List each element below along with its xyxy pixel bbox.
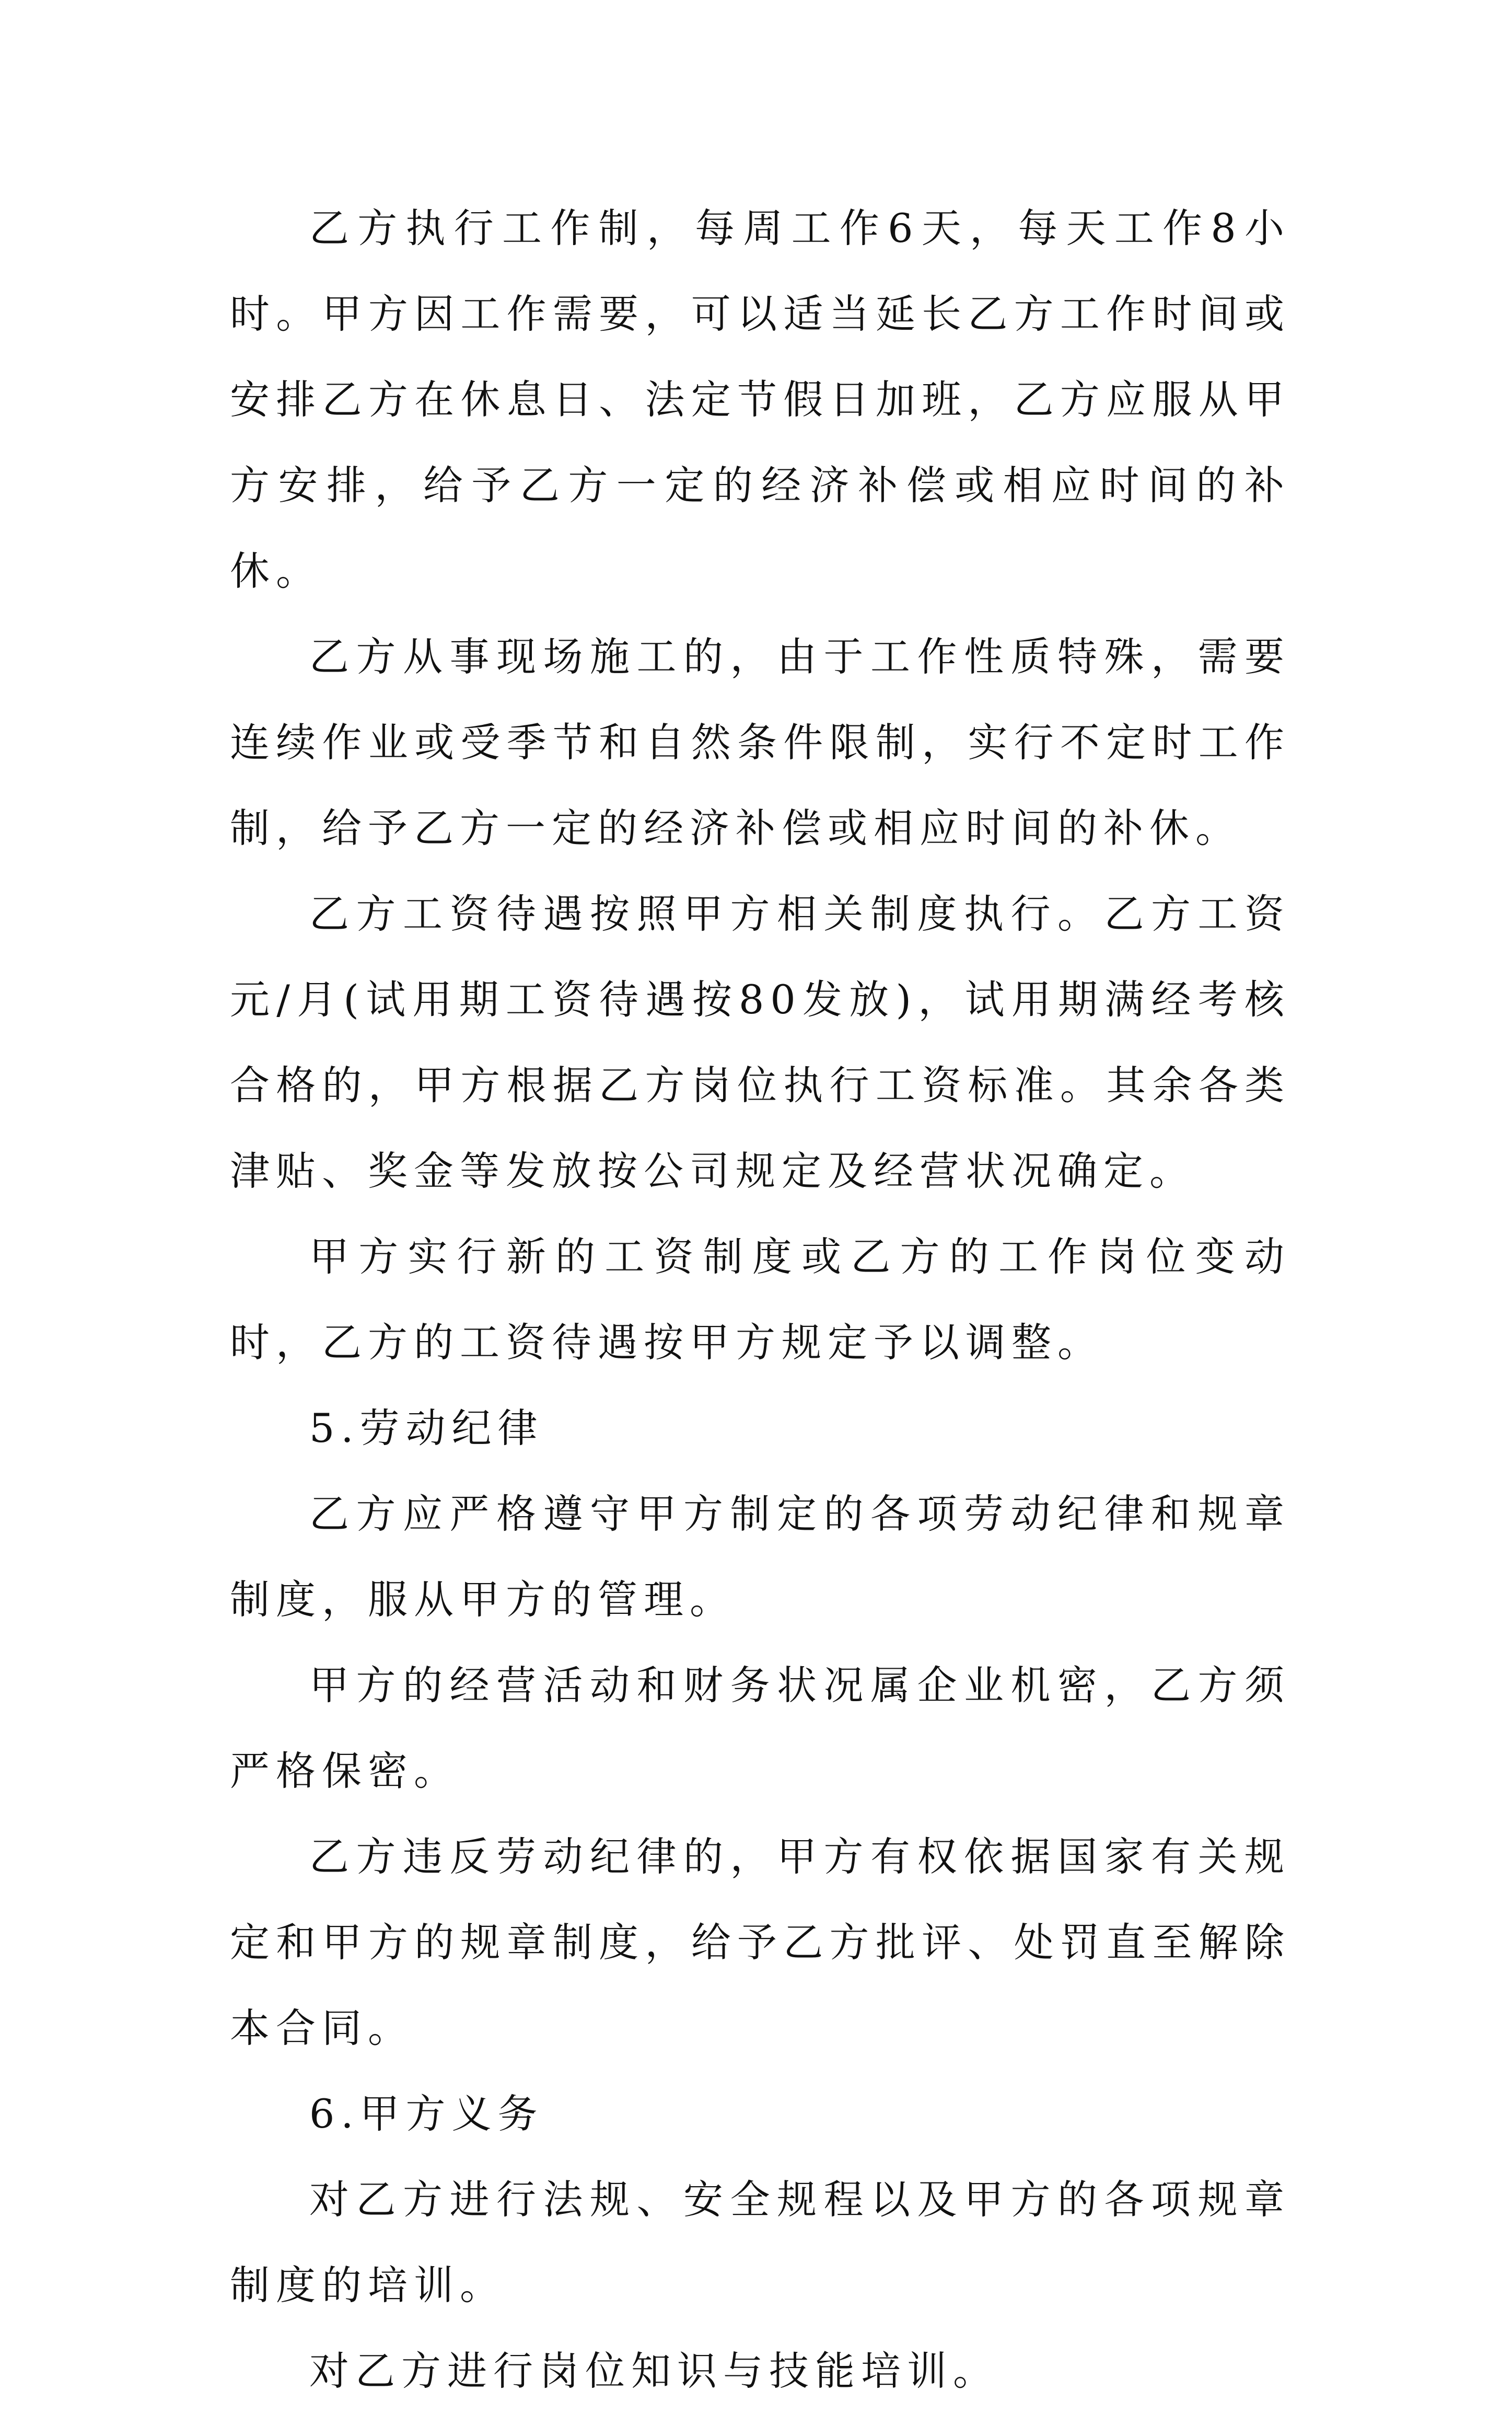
paragraph-training-rules: 对乙方进行法规、安全规程以及甲方的各项规章制度的培训。 [230,2176,1290,2308]
paragraph-salary-adjustment: 甲方实行新的工资制度或乙方的工作岗位变动时，乙方的工资待遇按甲方规定予以调整。 [230,1233,1290,1366]
paragraph-obey-rules: 乙方应严格遵守甲方制定的各项劳动纪律和规章制度，服从甲方的管理。 [230,1491,1290,1623]
section-heading-labor-discipline: 5.劳动纪律 [309,1405,544,1451]
paragraph-confidentiality: 甲方的经营活动和财务状况属企业机密，乙方须严格保密。 [230,1662,1290,1794]
paragraph-salary: 乙方工资待遇按照甲方相关制度执行。乙方工资元/月(试用期工资待遇按80发放)，试用期满经考核合格的，甲方根据乙方岗位执行工资标准。其余各类津贴、奖金等发放按公司规定及经营状况确定。 [230,891,1290,1194]
paragraph-flexible-hours: 乙方从事现场施工的，由于工作性质特殊，需要连续作业或受季节和自然条件限制，实行不定时工作制，给予乙方一定的经济补偿或相应时间的补休。 [230,633,1290,851]
paragraph-work-hours: 乙方执行工作制，每周工作6天，每天工作8小时。甲方因工作需要，可以适当延长乙方工作时间或安排乙方在休息日、法定节假日加班，乙方应服从甲方安排，给予乙方一定的经济补偿或相应时间的补休。 [230,205,1290,594]
paragraph-training-skills: 对乙方进行岗位知识与技能培训。 [309,2348,999,2394]
paragraph-violation: 乙方违反劳动纪律的，甲方有权依据国家有关规定和甲方的规章制度，给予乙方批评、处罚直至解除本合同。 [230,1833,1290,2051]
section-heading-party-a-obligations: 6.甲方义务 [309,2090,544,2137]
document-body [230,186,1290,2414]
